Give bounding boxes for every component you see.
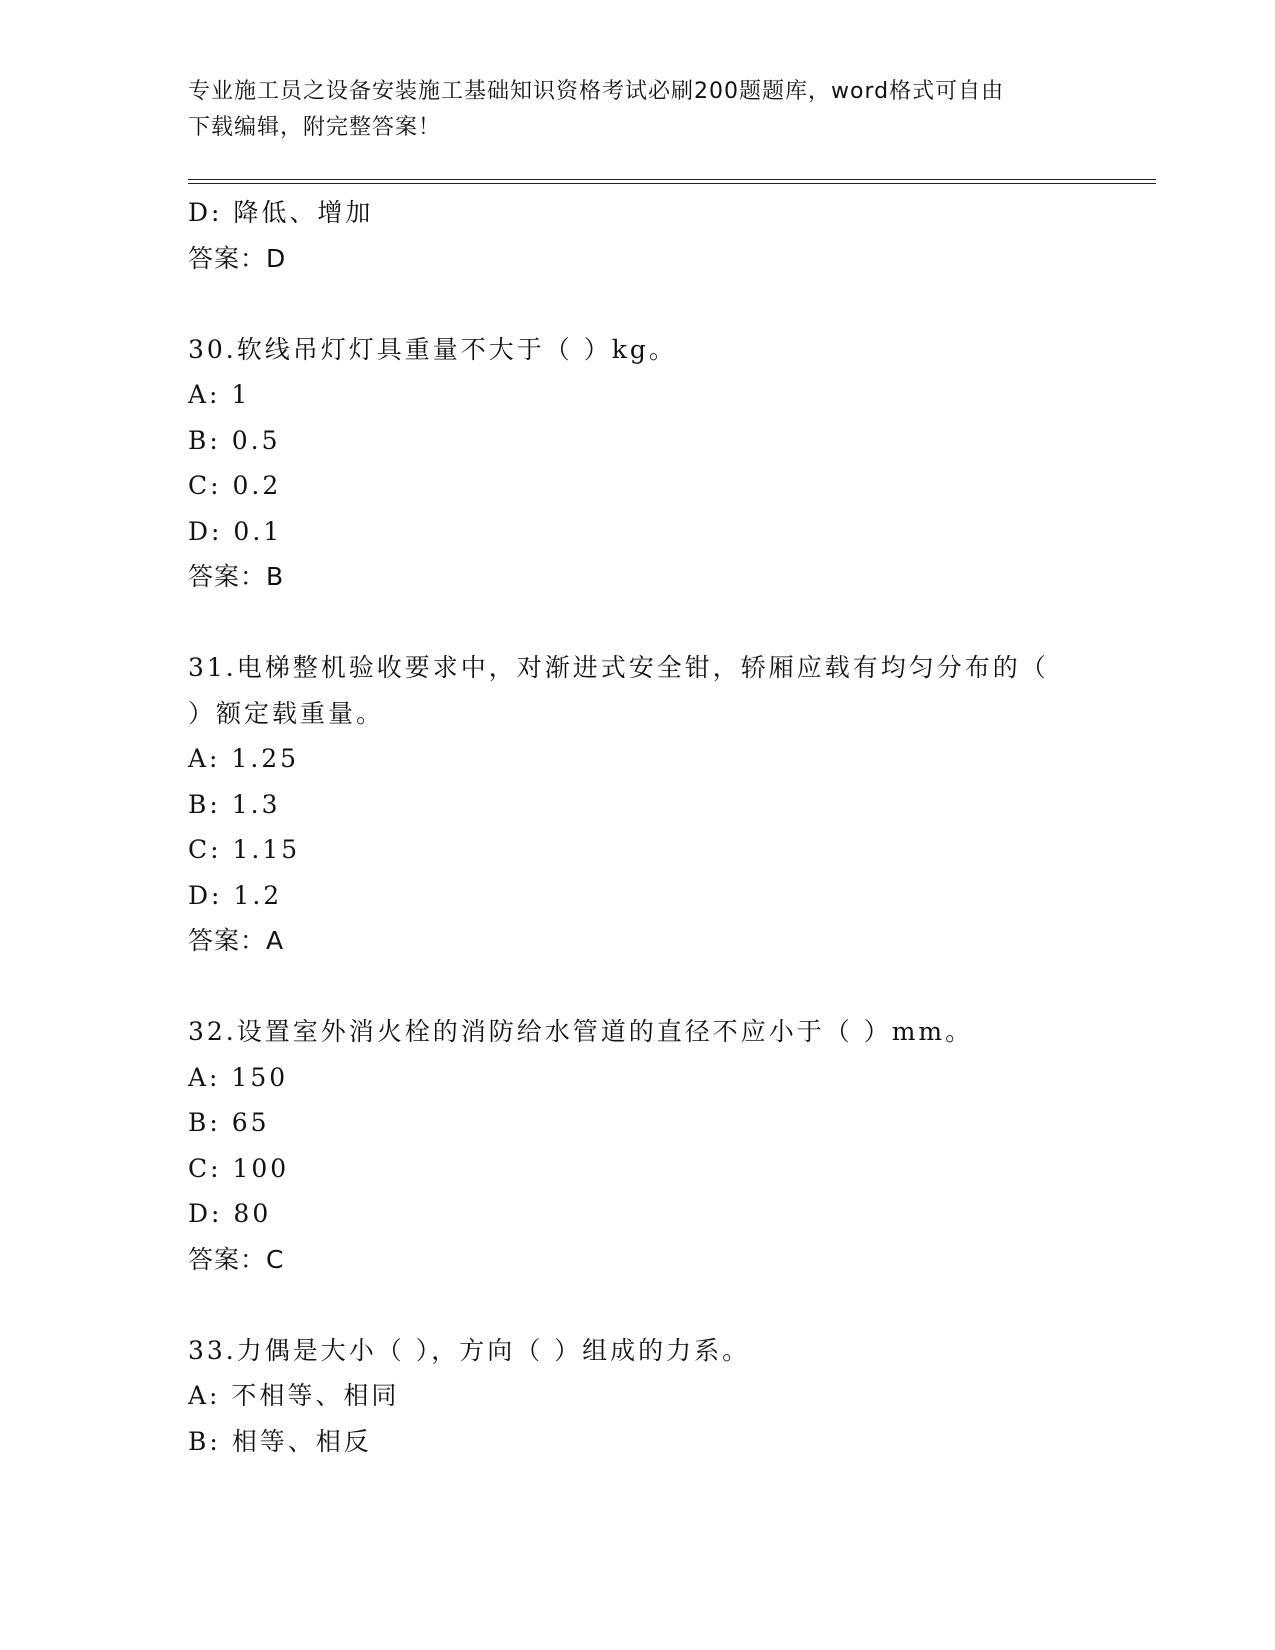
question-31 (188, 645, 1088, 964)
answer-line: 答案：A (188, 926, 285, 955)
question-spacer (188, 1282, 1088, 1328)
question-33 (188, 1328, 1088, 1465)
question-stem-line-1: 31.电梯整机验收要求中，对渐进式安全钳，轿厢应载有均匀分布的（ (188, 653, 1049, 682)
option-c: C: 100 (188, 1153, 290, 1183)
option-d: D: 1.2 (188, 880, 283, 910)
question-32 (188, 1009, 1088, 1282)
question-30 (188, 327, 1088, 600)
question-stem: 32.设置室外消火栓的消防给水管道的直径不应小于（ ）mm。 (188, 1017, 974, 1046)
option-a: A: 1.25 (188, 744, 300, 773)
option-b: B: 0.5 (188, 425, 281, 455)
question-content (188, 190, 1088, 1464)
header-title-line-1: 专业施工员之设备安装施工基础知识资格考试必刷200题题库，word格式可自由 (188, 79, 1005, 104)
question-spacer (188, 281, 1088, 327)
option-c: C: 1.15 (188, 835, 301, 864)
question-stem: 30.软线吊灯灯具重量不大于（ ）kg。 (188, 334, 677, 364)
header-title-line-2: 下载编辑，附完整答案！ (188, 115, 442, 140)
previous-question-tail (188, 190, 1088, 281)
answer-line: 答案：B (188, 562, 285, 591)
document-header (188, 74, 1068, 146)
option-d: D: 80 (188, 1199, 272, 1228)
question-stem-line-2: ）额定载重量。 (188, 698, 385, 728)
question-spacer (188, 964, 1088, 1010)
option-a: A: 150 (188, 1062, 289, 1092)
option-b: B: 1.3 (188, 789, 281, 819)
question-stem: 33.力偶是大小（ ），方向（ ）组成的力系。 (188, 1335, 751, 1365)
option-a: A: 1 (188, 380, 251, 409)
header-divider-top (188, 179, 1156, 180)
option-c: C: 0.2 (188, 471, 282, 500)
question-spacer (188, 600, 1088, 646)
option-b: B: 相等、相反 (188, 1426, 372, 1456)
answer-line: 答案：C (188, 1244, 285, 1274)
option-a: A: 不相等、相同 (188, 1381, 400, 1410)
answer-line: 答案：D (188, 243, 287, 273)
header-divider-bottom (188, 183, 1156, 184)
option-d: D: 降低、增加 (188, 198, 374, 227)
option-d: D: 0.1 (188, 516, 283, 546)
option-b: B: 65 (188, 1108, 270, 1137)
